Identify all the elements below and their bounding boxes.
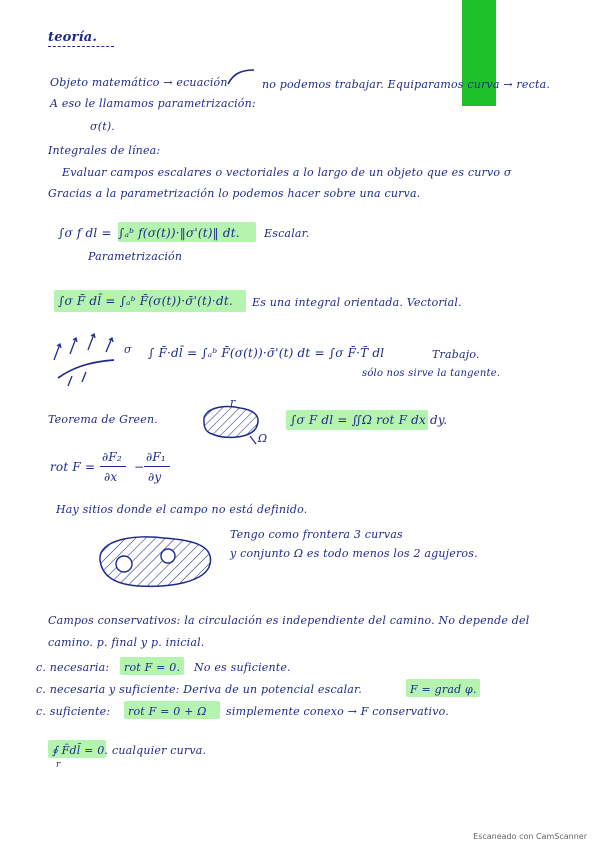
label-green: Teorema de Green.	[48, 413, 158, 426]
label-escalar: Escalar.	[264, 227, 310, 240]
title-underline	[48, 46, 114, 47]
suf-rest: simplemente conexo → F conservativo.	[226, 705, 449, 718]
line-objeto: Objeto matemático → ecuación	[50, 76, 228, 89]
rot-num1: ∂F₂	[102, 450, 122, 464]
closed-integral-sub: r	[56, 760, 61, 770]
label-c-necesaria: c. necesaria:	[36, 661, 110, 674]
nec-formula: rot F = 0.	[124, 661, 181, 674]
formula-scalar-rhs: ∫ₐᵇ f(σ(t))·‖σ'(t)‖ dt.	[118, 226, 240, 240]
page-title: teoría.	[48, 30, 98, 45]
suf-formula: rot F = 0 + Ω	[128, 705, 207, 718]
label-sigma: σ	[124, 343, 132, 356]
rot-fraction-bar1	[100, 466, 126, 467]
formula-vector: ∫σ F̄ dl̄ = ∫ₐᵇ F̄(σ(t))·σ̄'(t)·dt.	[58, 294, 233, 308]
label-curve-r: r	[230, 396, 236, 409]
line-camino: camino. p. final y p. inicial.	[48, 636, 205, 649]
curve-sketch	[226, 66, 256, 88]
region-with-holes-sketch	[94, 530, 218, 592]
line-campos-conservativos: Campos conservativos: la circulación es independiente del camino. No depende del	[48, 614, 530, 627]
label-orientada: Es una integral orientada. Vectorial.	[252, 296, 462, 309]
nec-rest: No es suficiente.	[194, 661, 291, 674]
rot-lhs: rot F =	[50, 460, 96, 474]
rot-minus: −	[134, 460, 145, 474]
formula-work: ∫ F̄·dl̄ = ∫ₐᵇ F̄(σ(t))·σ̄'(t) dt = ∫σ F̄·T̄ dl	[148, 346, 385, 360]
label-parametrizacion: Parametrización	[88, 250, 183, 263]
vector-field-sketch	[48, 330, 126, 388]
line-hay-sitios: Hay sitios donde el campo no está definido.	[56, 503, 308, 516]
scanner-watermark: Escaneado con CamScanner	[473, 832, 587, 841]
line-conjunto: y conjunto Ω es todo menos los 2 agujeros.	[230, 547, 478, 560]
line-gracias: Gracias a la parametrización lo podemos hacer sobre una curva.	[48, 187, 421, 200]
line-frontera: Tengo como frontera 3 curvas	[230, 528, 403, 541]
label-omega: Ω	[258, 432, 268, 445]
label-c-necesaria-suficiente: c. necesaria y suficiente: Deriva de un potencial escalar.	[36, 683, 363, 696]
line-integrales: Integrales de línea:	[48, 144, 161, 157]
label-trabajo: Trabajo.	[432, 348, 480, 361]
line-sigma-t: σ(t).	[90, 120, 116, 133]
closed-integral-rest: cualquier curva.	[112, 744, 207, 757]
rot-num2: ∂F₁	[146, 450, 166, 464]
label-c-suficiente: c. suficiente:	[36, 705, 111, 718]
closed-integral-formula: ∮ F̄dl̄ = 0.	[52, 744, 109, 757]
formula-green: ∫σ F dl = ∬Ω rot F dx dy.	[290, 413, 448, 427]
line-no-podemos: no podemos trabajar. Equiparamos curva → recta.	[262, 78, 551, 91]
rot-den1: ∂x	[104, 470, 118, 484]
line-parametrizacion: A eso le llamamos parametrización:	[50, 97, 256, 110]
rot-den2: ∂y	[148, 470, 162, 484]
ns-formula: F = grad φ.	[410, 683, 477, 696]
formula-scalar-lhs: ∫σ f dl =	[58, 226, 112, 240]
line-evaluar: Evaluar campos escalares o vectoriales a lo largo de un objeto que es curvo σ	[62, 166, 512, 179]
rot-fraction-bar2	[144, 466, 170, 467]
label-tangente: sólo nos sirve la tangente.	[362, 368, 501, 379]
